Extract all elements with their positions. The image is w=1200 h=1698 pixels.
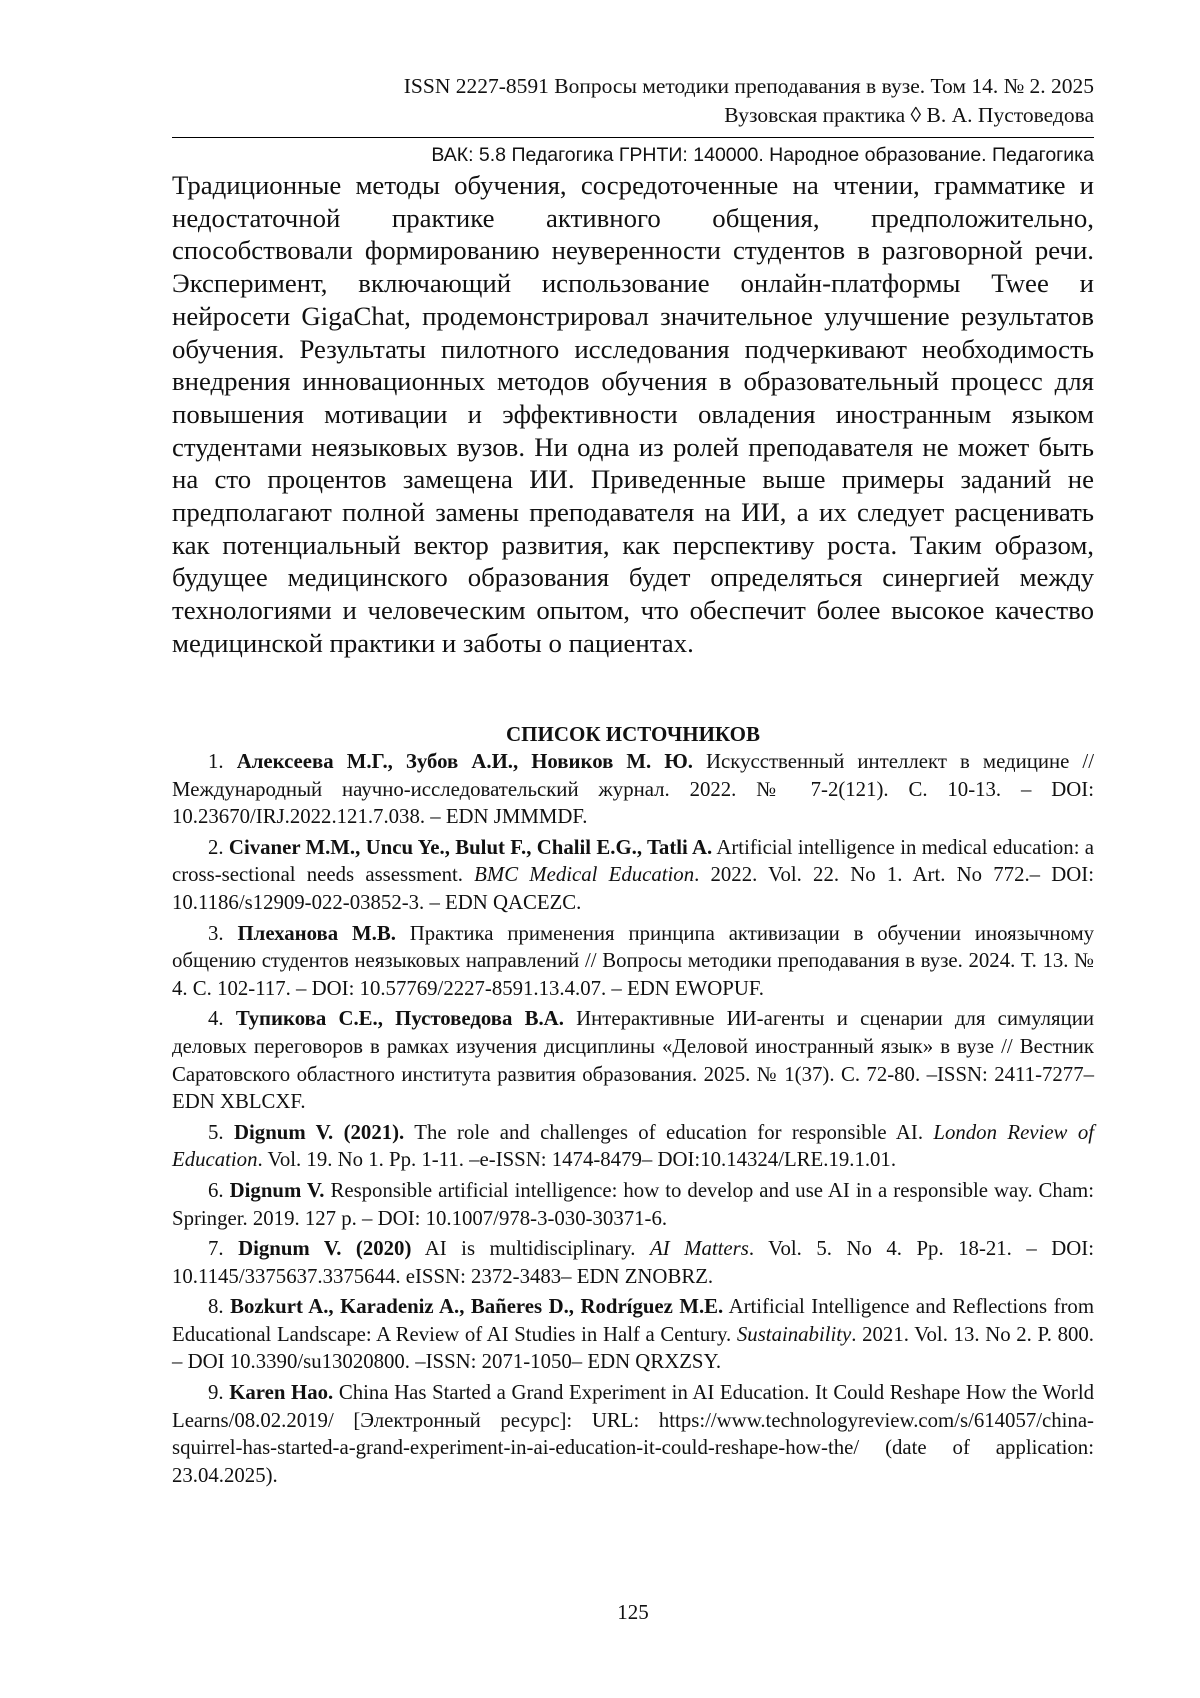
- reference-authors: Civaner M.M., Uncu Ye., Bulut F., Chalil E.G., Tatli A.: [228, 835, 713, 859]
- reference-text-after: . 2022. Vol. 22. No 1. Art. No 772.– DOI: 10.1186/s12909-022-03852-3. – EDN QACEZC.: [172, 863, 1095, 914]
- reference-text: China Has Started a Grand Experiment in AI Education. It Could Reshape How the World Learns/08.02.2019/ [Электронный ресурс]: URL: https://www.technologyreview.com/s/614057/china-squirrel-has-started-a-grand-experiment-in-ai-education-it-could-reshape-how-the/ (date of application: 23.04.2025).: [172, 1381, 1094, 1487]
- reference-text: Artificial intelligence in medical education: a cross-sectional needs assessment.: [172, 835, 1095, 887]
- sources-title: СПИСОК ИСТОЧНИКОВ: [506, 722, 760, 746]
- header-rule: [172, 137, 1094, 138]
- reference-number: 8.: [208, 1295, 231, 1319]
- reference-item-9: [172, 1379, 1094, 1489]
- reference-number: 3.: [208, 921, 238, 945]
- reference-text: Практика применения принципа активизации в обучении иноязычному общению студентов неязыковых направлений // Вопросы методики преподавания в вузе. 2024. Т. 13. № 4. С. 102-117. – DOI: 10.57769/2227-8591.13.4.07. – EDN EWOPUF.: [172, 921, 1094, 1000]
- reference-item-8: [172, 1293, 1094, 1376]
- reference-item-7: [172, 1235, 1094, 1290]
- journal-line: ISSN 2227-8591 Вопросы методики преподавания в вузе. Том 14. № 2. 2025: [403, 74, 1094, 98]
- reference-item-5: [172, 1119, 1094, 1174]
- reference-authors: Тупикова С.Е., Пустоведова В.А.: [235, 1007, 564, 1031]
- reference-text-after: . 2021. Vol. 13. No 2. P. 800. – DOI 10.3390/su13020800. –ISSN: 2071-1050– EDN QRXZSY.: [172, 1322, 1094, 1374]
- reference-journal: AI Matters: [650, 1237, 749, 1261]
- reference-text: Artificial Intelligence and Reflections from Educational Landscape: A Review of AI Studies in Half a Century.: [172, 1295, 1094, 1346]
- reference-authors: Dignum V.: [229, 1178, 325, 1202]
- reference-number: 4.: [208, 1007, 236, 1031]
- reference-authors: Karen Hao.: [229, 1381, 334, 1405]
- reference-text: Искусственный интеллект в медицине // Международный научно-исследовательский журнал. 2022. № 7-2(121). С. 10-13. – DOI: 10.23670/IRJ.2022.121.7.038. – EDN JMMMDF.: [172, 750, 1094, 829]
- reference-number: 9.: [208, 1381, 230, 1405]
- running-header: [172, 72, 1094, 130]
- reference-number: 5.: [208, 1120, 234, 1144]
- reference-number: 7.: [208, 1237, 239, 1261]
- reference-authors: Dignum V. (2021).: [234, 1120, 405, 1144]
- reference-journal: Sustainability: [736, 1322, 852, 1346]
- reference-journal: BMC Medical Education: [474, 863, 695, 887]
- reference-list: [172, 748, 1094, 1492]
- reference-authors: Алексеева М.Г., Зубов А.И., Новиков М. Ю.: [236, 750, 693, 773]
- reference-text-after: . Vol. 5. No 4. Pp. 18-21. – DOI: 10.1145/3375637.3375644. eISSN: 2372-3483– EDN ZNOBRZ.: [172, 1237, 1095, 1288]
- section-line: Вузовская практика ◊ В. А. Пустоведова: [724, 103, 1094, 127]
- reference-item-2: [172, 834, 1094, 917]
- body-paragraph: Традиционные методы обучения, сосредоточенные на чтении, грамматике и недостаточной практике активного общения, предположительно, способствовали формированию неуверенности студентов в разговорной речи. Эксперимент, включающий использование онлайн-платформы Twee и нейросети GigaChat, продемонстрировал значительное улучшение результатов обучения. Результаты пилотного исследования подчеркивают необходимость внедрения инновационных методов обучения в образовательный процесс для повышения мотивации и эффективности овладения иностранным языком студентами неязыковых вузов. Ни одна из ролей преподавателя не может быть на сто процентов замещена ИИ. Приведенные выше примеры заданий не предполагают полной замены преподавателя на ИИ, а их следует расценивать как потенциальный вектор развития, как перспективу роста. Таким образом, будущее медицинского образования будет определяться синергией между технологиями и человеческим опытом, что обеспечит более высокое качество медицинской практики и заботы о пациентах.: [172, 170, 1094, 658]
- reference-text: Интерактивные ИИ-агенты и сценарии для симуляции деловых переговоров в рамках изучения дисциплины «Деловой иностранный язык» в вузе // Вестник Саратовского областного института развития образования. 2025. № 1(37). С. 72-80. –ISSN: 2411-7277– EDN XBLCXF.: [172, 1007, 1095, 1114]
- reference-number: 2.: [208, 835, 229, 859]
- reference-text-after: . Vol. 19. No 1. Pp. 1-11. –e-ISSN: 1474-8479– DOI:10.14324/LRE.19.1.01.: [257, 1148, 897, 1172]
- reference-authors: Плеханова М.В.: [237, 921, 396, 945]
- reference-item-1: [172, 748, 1094, 831]
- reference-authors: Dignum V. (2020): [238, 1237, 412, 1261]
- reference-text: The role and challenges of education for responsible AI.: [404, 1120, 934, 1144]
- reference-text: Responsible artificial intelligence: how to develop and use AI in a responsible way. Cham: Springer. 2019. 127 p. – DOI: 10.1007/978-3-030-30371-6.: [172, 1178, 1095, 1230]
- reference-item-4: [172, 1005, 1094, 1115]
- reference-authors: Bozkurt A., Karadeniz A., Bañeres D., Rodríguez M.E.: [230, 1295, 724, 1319]
- page-number: 125: [617, 1600, 649, 1624]
- reference-number: 1.: [208, 750, 237, 773]
- reference-text: AI is multidisciplinary.: [411, 1237, 650, 1261]
- reference-journal: London Review of Education: [172, 1120, 1094, 1172]
- reference-item-6: [172, 1177, 1094, 1232]
- classification-line: ВАК: 5.8 Педагогика ГРНТИ: 140000. Народное образование. Педагогика: [431, 144, 1094, 166]
- reference-number: 6.: [208, 1178, 230, 1202]
- reference-item-3: [172, 920, 1094, 1003]
